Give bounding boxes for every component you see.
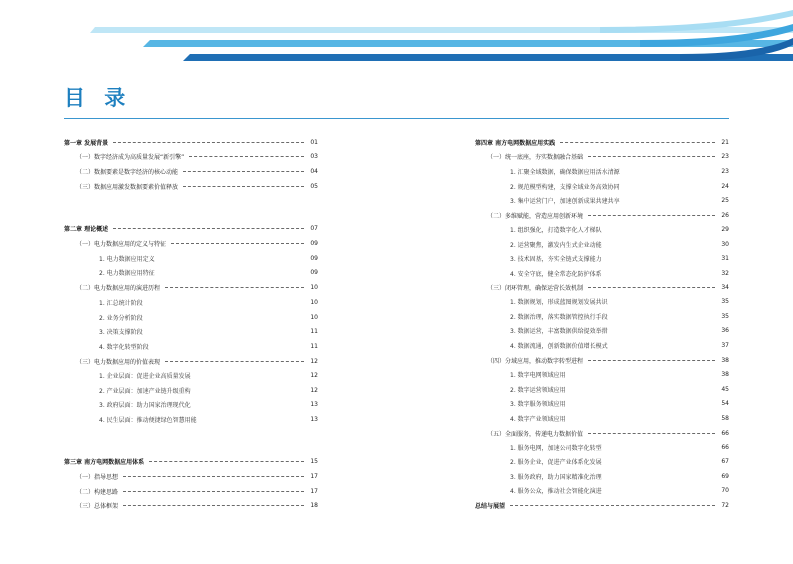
toc-entry-label: （三）电力数据应用的价值表现 xyxy=(76,358,161,366)
toc-page-number: 30 xyxy=(721,240,729,248)
toc-page-number: 26 xyxy=(721,211,729,219)
header-stripes xyxy=(0,0,793,70)
toc-entry-label: （五）全面服务，传递电力数据价值 xyxy=(487,430,584,438)
toc-page-number: 58 xyxy=(721,414,729,422)
toc-entry-right-15[interactable] xyxy=(487,355,729,365)
toc-page-number: 24 xyxy=(721,182,729,190)
toc-leader-dots xyxy=(149,461,304,462)
toc-entry-right-19[interactable] xyxy=(510,413,729,423)
toc-page-number: 38 xyxy=(721,370,729,378)
toc-page-number: 07 xyxy=(310,224,318,232)
toc-entry-label: 1. 服务电网，加速公司数字化转型 xyxy=(510,444,602,452)
toc-entry-label: 4. 民生层面：推动便捷绿色智慧用能 xyxy=(99,416,197,424)
toc-page-number: 05 xyxy=(310,182,318,190)
toc-entry-label: 2. 数字运营领域应用 xyxy=(510,386,566,394)
toc-entry-label: 第三章 南方电网数据应用体系 xyxy=(64,458,145,466)
toc-entry-label: 1. 数据规划，形成蓝图规划发展共识 xyxy=(510,298,608,306)
toc-entry-right-7[interactable] xyxy=(510,239,729,249)
toc-entry-label: 3. 技术固基，夯实全链式支撑能力 xyxy=(510,255,602,263)
toc-page-number: 04 xyxy=(310,167,318,175)
toc-page-number: 09 xyxy=(310,254,318,262)
toc-entry-left-10[interactable] xyxy=(99,312,318,322)
toc-entry-left-17[interactable] xyxy=(99,414,318,424)
toc-leader-dots xyxy=(510,505,715,506)
toc-page-number: 12 xyxy=(310,371,318,379)
toc-entry-left-13[interactable] xyxy=(76,356,318,366)
toc-entry-label: 3. 服务政府，助力国家精准化治理 xyxy=(510,473,602,481)
toc-entry-label: 第二章 理论概述 xyxy=(64,225,109,233)
toc-entry-label: （二）构建思路 xyxy=(76,488,119,496)
toc-entry-right-18[interactable] xyxy=(510,398,729,408)
toc-entry-left-1[interactable] xyxy=(76,151,318,161)
toc-entry-right-8[interactable] xyxy=(510,253,729,263)
toc-page-number: 23 xyxy=(721,167,729,175)
toc-entry-label: （二）多维赋能，营造应用创新环境 xyxy=(487,212,584,220)
toc-entry-left-8[interactable] xyxy=(76,282,318,292)
toc-entry-left-18[interactable] xyxy=(64,456,318,466)
toc-entry-right-13[interactable] xyxy=(510,325,729,335)
toc-page-number: 12 xyxy=(310,386,318,394)
toc-entry-label: 4. 服务公众，推动社会智能化演进 xyxy=(510,487,602,495)
toc-leader-dots xyxy=(588,360,715,361)
toc-entry-left-19[interactable] xyxy=(76,471,318,481)
toc-page-number: 11 xyxy=(310,342,318,350)
toc-entry-right-17[interactable] xyxy=(510,384,729,394)
toc-leader-dots xyxy=(123,505,304,506)
toc-entry-right-5[interactable] xyxy=(487,210,729,220)
toc-entry-left-16[interactable] xyxy=(99,399,318,409)
toc-entry-label: （一）电力数据应用的定义与特征 xyxy=(76,240,167,248)
toc-leader-dots xyxy=(183,186,304,187)
toc-entry-left-6[interactable] xyxy=(99,253,318,263)
toc-entry-label: 3. 数字服务领域应用 xyxy=(510,400,566,408)
toc-entry-left-21[interactable] xyxy=(76,500,318,510)
toc-page-number: 31 xyxy=(721,254,729,262)
toc-page-number: 67 xyxy=(721,457,729,465)
toc-entry-label: （二）数据要素是数字经济的核心动能 xyxy=(76,168,179,176)
toc-entry-right-23[interactable] xyxy=(510,471,729,481)
toc-leader-dots xyxy=(113,228,304,229)
toc-entry-label: 4. 数字产业领域应用 xyxy=(510,415,566,423)
toc-entry-label: 1. 企业层面：促进企业高质量发展 xyxy=(99,372,191,380)
toc-page-number: 18 xyxy=(310,501,318,509)
toc-entry-right-6[interactable] xyxy=(510,224,729,234)
toc-page-number: 03 xyxy=(310,152,318,160)
toc-leader-dots xyxy=(171,243,304,244)
toc-page-number: 09 xyxy=(310,268,318,276)
toc-entry-left-5[interactable] xyxy=(76,238,318,248)
toc-page-number: 25 xyxy=(721,196,729,204)
toc-entry-right-0[interactable] xyxy=(475,137,729,147)
toc-entry-label: 总结与展望 xyxy=(475,502,506,510)
toc-entry-right-16[interactable] xyxy=(510,369,729,379)
toc-leader-dots xyxy=(113,142,304,143)
toc-page-number: 54 xyxy=(721,399,729,407)
toc-entry-left-15[interactable] xyxy=(99,385,318,395)
toc-entry-label: 3. 决策支撑阶段 xyxy=(99,328,143,336)
toc-entry-label: 1. 数字电网领域应用 xyxy=(510,371,566,379)
toc-entry-label: 1. 汇总统计阶段 xyxy=(99,299,143,307)
toc-entry-left-7[interactable] xyxy=(99,267,318,277)
toc-page-number: 21 xyxy=(721,138,729,146)
toc-entry-label: 3. 集中运营门户，加速创新成果共建共享 xyxy=(510,197,620,205)
toc-entry-label: 2. 产业层面：加速产业链升级重构 xyxy=(99,387,191,395)
toc-leader-dots xyxy=(588,156,715,157)
toc-page-number: 37 xyxy=(721,341,729,349)
toc-entry-label: 2. 业务分析阶段 xyxy=(99,314,143,322)
toc-entry-label: （四）分域应用，推动数字转型进程 xyxy=(487,357,584,365)
title-divider xyxy=(64,118,729,119)
toc-entry-label: 3. 政府层面：助力国家治理现代化 xyxy=(99,401,191,409)
toc-page-number: 10 xyxy=(310,283,318,291)
toc-page-number: 15 xyxy=(310,457,318,465)
toc-leader-dots xyxy=(183,171,304,172)
toc-entry-label: （一）指导思想 xyxy=(76,473,119,481)
toc-entry-left-9[interactable] xyxy=(99,297,318,307)
toc-entry-label: 4. 数据流通，创新数据价值增长模式 xyxy=(510,342,608,350)
toc-entry-label: 4. 安全守底，健全常态化防护体系 xyxy=(510,270,602,278)
toc-entry-label: （三）数据应用激发数据要素价值释放 xyxy=(76,183,179,191)
toc-entry-label: 2. 服务企业，促进产业体系化发展 xyxy=(510,458,602,466)
toc-entry-label: （二）电力数据应用的演进历程 xyxy=(76,284,161,292)
toc-entry-label: （一）数字经济成为高质量发展“新引擎” xyxy=(76,153,185,161)
toc-page-number: 10 xyxy=(310,298,318,306)
toc-entry-label: 2. 数据治理，落实数据管控执行手段 xyxy=(510,313,608,321)
toc-entry-label: 2. 规范模型构建，支撑全域业务高效协同 xyxy=(510,183,620,191)
toc-page-number: 35 xyxy=(721,297,729,305)
toc-page-number: 66 xyxy=(721,429,729,437)
toc-page-number: 70 xyxy=(721,486,729,494)
toc-page-number: 17 xyxy=(310,472,318,480)
toc-entry-right-22[interactable] xyxy=(510,456,729,466)
toc-entry-label: 2. 运营聚焦，激发内生式企业动能 xyxy=(510,241,602,249)
toc-page-number: 10 xyxy=(310,313,318,321)
toc-page-number: 45 xyxy=(721,385,729,393)
toc-leader-dots xyxy=(588,287,715,288)
toc-entry-right-21[interactable] xyxy=(510,442,729,452)
toc-leader-dots xyxy=(123,491,304,492)
toc-entry-label: （三）闭环管理，确保运营长效机制 xyxy=(487,284,584,292)
toc-entry-label: 第一章 发展背景 xyxy=(64,139,109,147)
toc-entry-right-12[interactable] xyxy=(510,311,729,321)
toc-page-number: 12 xyxy=(310,357,318,365)
toc-entry-left-12[interactable] xyxy=(99,341,318,351)
toc-entry-label: 1. 汇聚全域数据，确保数据应用活水清源 xyxy=(510,168,620,176)
toc-entry-right-3[interactable] xyxy=(510,181,729,191)
toc-entry-label: （三）总体框架 xyxy=(76,502,119,510)
toc-leader-dots xyxy=(588,433,715,434)
toc-entry-right-1[interactable] xyxy=(487,151,729,161)
toc-page-number: 66 xyxy=(721,443,729,451)
toc-entry-label: 1. 组织强化，打造数字化人才梯队 xyxy=(510,226,602,234)
toc-leader-dots xyxy=(189,156,304,157)
toc-page-number: 29 xyxy=(721,225,729,233)
toc-entry-right-24[interactable] xyxy=(510,485,729,495)
toc-page-number: 38 xyxy=(721,356,729,364)
toc-page-number: 35 xyxy=(721,312,729,320)
page-title: 目 录 xyxy=(64,86,132,110)
toc-page-number: 17 xyxy=(310,487,318,495)
toc-entry-right-14[interactable] xyxy=(510,340,729,350)
toc-entry-right-2[interactable] xyxy=(510,166,729,176)
toc-entry-right-9[interactable] xyxy=(510,268,729,278)
toc-entry-label: （一）统一底座，夯实数据融合基础 xyxy=(487,153,584,161)
toc-entry-left-20[interactable] xyxy=(76,486,318,496)
toc-entry-left-4[interactable] xyxy=(64,223,318,233)
toc-entry-label: 3. 数据运营，丰富数据供给提效举措 xyxy=(510,327,608,335)
toc-page-number: 09 xyxy=(310,239,318,247)
toc-entry-left-3[interactable] xyxy=(76,181,318,191)
toc-leader-dots xyxy=(123,476,304,477)
toc-entry-left-14[interactable] xyxy=(99,370,318,380)
toc-leader-dots xyxy=(165,361,304,362)
toc-page-number: 34 xyxy=(721,283,729,291)
toc-entry-label: 4. 数字化转型阶段 xyxy=(99,343,149,351)
toc-entry-right-25[interactable] xyxy=(475,500,729,510)
toc-entry-right-10[interactable] xyxy=(487,282,729,292)
toc-leader-dots xyxy=(560,142,715,143)
toc-entry-right-20[interactable] xyxy=(487,428,729,438)
toc-page-number: 11 xyxy=(310,327,318,335)
toc-entry-right-4[interactable] xyxy=(510,195,729,205)
toc-entry-left-0[interactable] xyxy=(64,137,318,147)
toc-page-number: 13 xyxy=(310,400,318,408)
toc-page-number: 72 xyxy=(721,501,729,509)
toc-page-number: 01 xyxy=(310,138,318,146)
toc-entry-label: 第四章 南方电网数据应用实践 xyxy=(475,139,556,147)
toc-leader-dots xyxy=(588,215,715,216)
toc-entry-label: 1. 电力数据应用定义 xyxy=(99,255,155,263)
toc-leader-dots xyxy=(165,287,304,288)
toc-entry-left-2[interactable] xyxy=(76,166,318,176)
toc-page-number: 13 xyxy=(310,415,318,423)
toc-page-number: 23 xyxy=(721,152,729,160)
toc-page-number: 69 xyxy=(721,472,729,480)
toc-page-number: 32 xyxy=(721,269,729,277)
toc-entry-left-11[interactable] xyxy=(99,326,318,336)
toc-entry-label: 2. 电力数据应用特征 xyxy=(99,269,155,277)
toc-page-number: 36 xyxy=(721,326,729,334)
toc-entry-right-11[interactable] xyxy=(510,296,729,306)
